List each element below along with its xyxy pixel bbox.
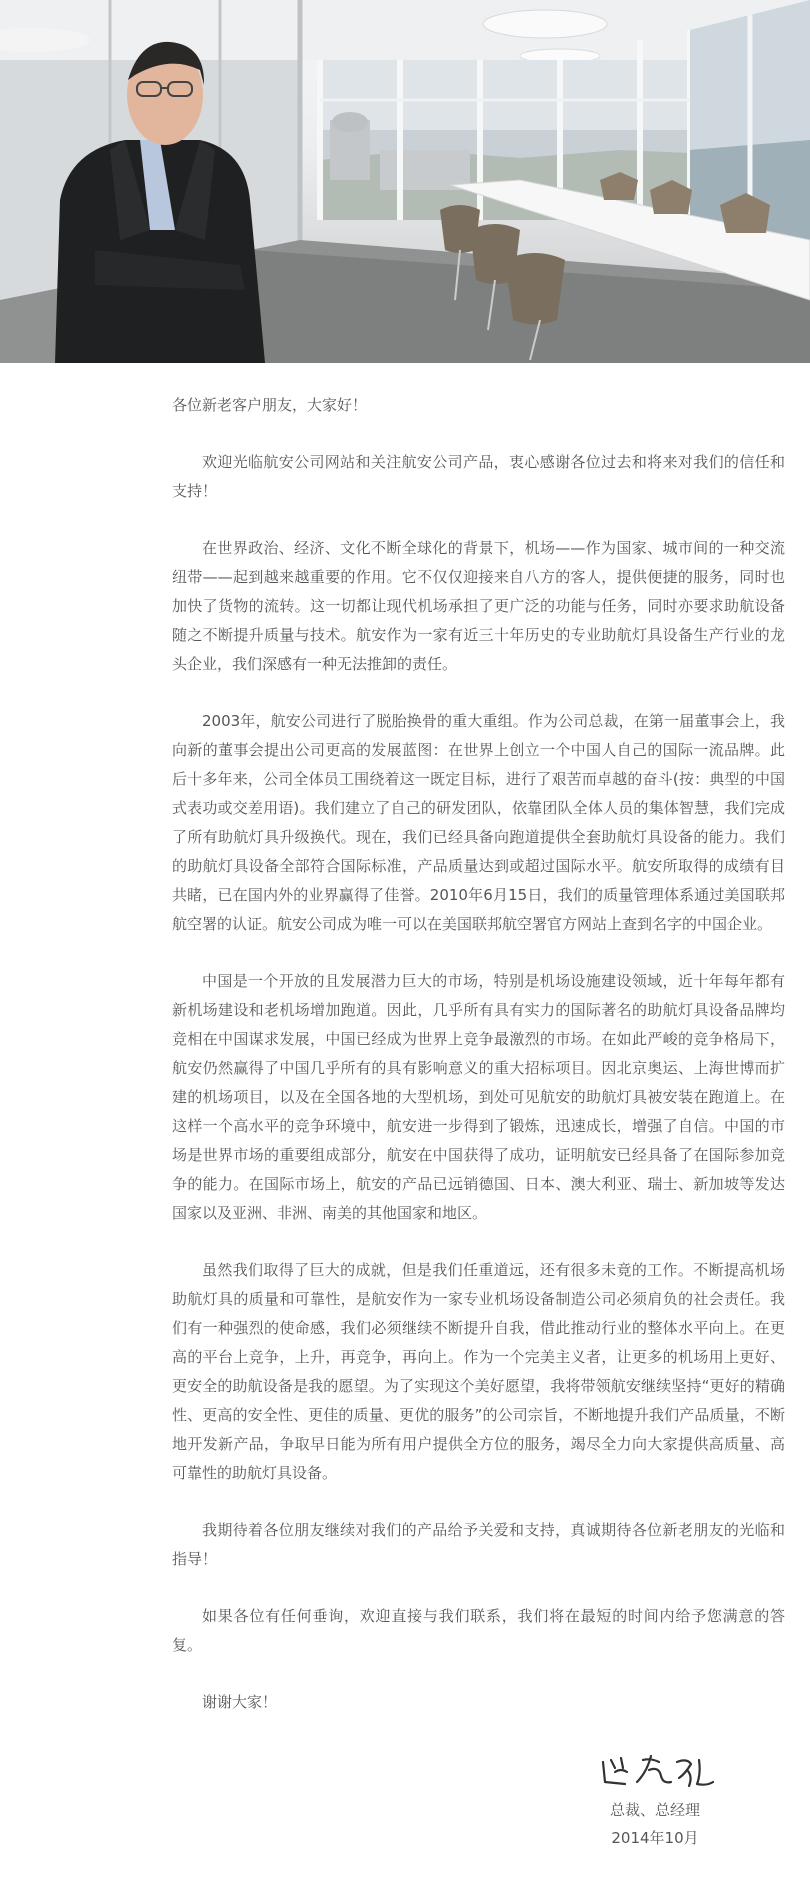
letter-paragraph-2: 在世界政治、经济、文化不断全球化的背景下，机场——作为国家、城市间的一种交流纽带——起到越来越重要的作用。它不仅仅迎接来自八方的客人，提供便捷的服务，同时也加快了货物的流转。这一切都让现代机场承担了更广泛的功能与任务，同时亦要求助航设备随之不断提升质量与技术。航安作为一家有近三十年历史的专业助航灯具设备生产行业的龙头企业，我们深感有一种无法推卸的责任。 <box>172 539 785 673</box>
letter-paragraph-1: 欢迎光临航安公司网站和关注航安公司产品，衷心感谢各位过去和将来对我们的信任和支持！ <box>172 453 785 500</box>
letter-greeting: 各位新老客户朋友，大家好！ <box>172 396 368 414</box>
letter-paragraph-3: 2003年，航安公司进行了脱胎换骨的重大重组。作为公司总裁，在第一届董事会上，我向新的董事会提出公司更高的发展蓝图：在世界上创立一个中国人自己的国际一流品牌。此后十多年来，公司全体员工围绕着这一既定目标，进行了艰苦而卓越的奋斗(按：典型的中国式表功或交差用语)。我们建立了自己的研发团队，依靠团队全体人员的集体智慧，我们完成了所有助航灯具升级换代。现在，我们已经具备向跑道提供全套助航灯具设备的能力。我们的助航灯具设备全部符合国际标准，产品质量达到或超过国际水平。航安所取得的成绩有目共睹，已在国内外的业界赢得了佳誉。2010年6月15日，我们的质量管理体系通过美国联邦航空署的认证。航安公司成为唯一可以在美国联邦航空署官方网站上查到名字的中国企业。 <box>172 712 785 933</box>
signature-block <box>560 1752 750 1852</box>
banner-photo <box>0 0 810 363</box>
signature-title: 总裁、总经理 <box>609 1801 700 1819</box>
letter-closing: 谢谢大家！ <box>202 1693 278 1711</box>
letter-date: 2014年10月 <box>611 1829 699 1847</box>
letter-paragraph-5: 虽然我们取得了巨大的成就，但是我们任重道远，还有很多未竟的工作。不断提高机场助航灯具的质量和可靠性，是航安作为一家专业机场设备制造公司必须肩负的社会责任。我们有一种强烈的使命感，我们必须继续不断提升自我，借此推动行业的整体水平向上。在更高的平台上竞争，上升，再竞争，再向上。作为一个完美主义者，让更多的机场用上更好、更安全的助航设备是我的愿望。为了实现这个美好愿望，我将带领航安继续坚持“更好的精确性、更高的安全性、更佳的质量、更优的服务”的公司宗旨，不断地提升我们产品质量，不断地开发新产品，争取早日能为所有用户提供全方位的服务，竭尽全力向大家提供高质量、高可靠性的助航灯具设备。 <box>172 1261 785 1482</box>
letter-paragraph-6: 我期待着各位朋友继续对我们的产品给予关爱和支持，真诚期待各位新老朋友的光临和指导！ <box>172 1521 785 1568</box>
letter-body <box>172 363 785 1717</box>
letter-paragraph-4: 中国是一个开放的且发展潜力巨大的市场，特别是机场设施建设领域，近十年每年都有新机场建设和老机场增加跑道。因此，几乎所有具有实力的国际著名的助航灯具设备品牌均竞相在中国谋求发展，中国已经成为世界上竞争最激烈的市场。在如此严峻的竞争格局下，航安仍然赢得了中国几乎所有的具有影响意义的重大招标项目。因北京奥运、上海世博而扩建的机场项目，以及在全国各地的大型机场，到处可见航安的助航灯具被安装在跑道上。在这样一个高水平的竞争环境中，航安进一步得到了锻炼，迅速成长，增强了自信。中国的市场是世界市场的重要组成部分，航安在中国获得了成功，证明航安已经具备了在国际参加竞争的能力。在国际市场上，航安的产品已远销德国、日本、澳大利亚、瑞士、新加坡等发达国家以及亚洲、非洲、南美的其他国家和地区。 <box>172 972 785 1222</box>
conference-room-illustration <box>0 0 810 363</box>
letter-paragraph-7: 如果各位有任何垂询，欢迎直接与我们联系，我们将在最短的时间内给予您满意的答复。 <box>172 1607 785 1654</box>
handwritten-signature <box>595 1752 715 1794</box>
